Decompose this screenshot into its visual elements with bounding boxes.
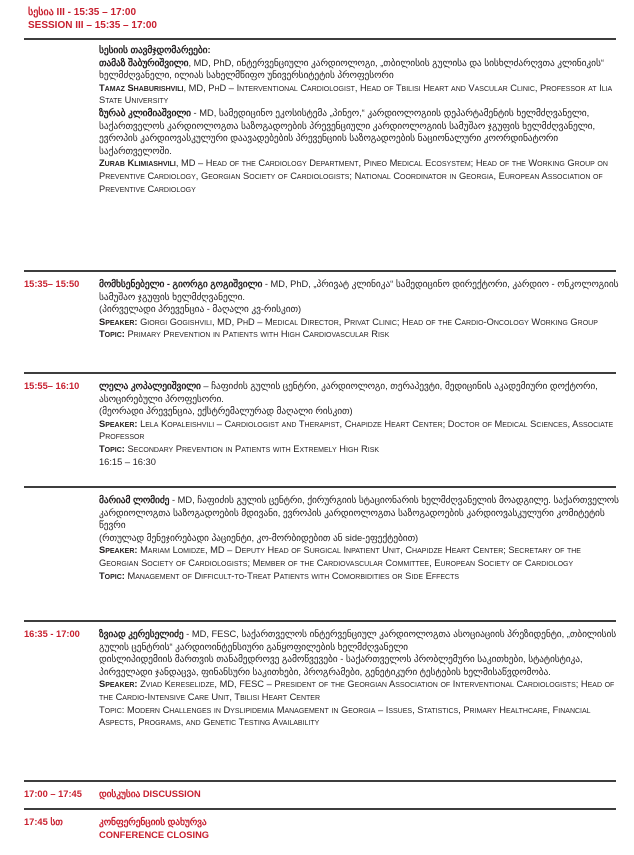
speaker-desc-en: Lela Kopaleishvili – Cardiologist and Therapist, Chapidze Heart Center; Doctor of Medical Sciences, Associate Professor — [99, 418, 614, 442]
topic-text: Management of Difficult-to-Treat Patients with Comorbidities or Side Effects — [124, 570, 460, 581]
talk-time: 16:35 - 17:00 — [24, 629, 80, 639]
speaker-name-ka: ლელა კოპალეიშვილი — [99, 381, 201, 391]
chair2-ka — [99, 107, 619, 157]
topic-label: Topic: — [99, 570, 125, 581]
chair1-ka — [99, 57, 619, 82]
discussion-time: 17:00 – 17:45 — [24, 789, 82, 799]
topic-text: Primary Prevention in Patients with High Cardiovascular Risk — [124, 329, 390, 340]
session-title-ka: სესია III - 15:35 – 17:00 — [28, 7, 137, 18]
talk-note-ka: (რთულად მენეჯირებადი პაციენტი, კო-მორბიდებით ან side-ეფექტებით) — [99, 532, 419, 543]
chair2-name-ka: ზურაბ კლიმიაშვილი — [99, 107, 191, 118]
talk-speaker-en — [99, 678, 619, 703]
closing-time: 17:45 სთ — [24, 817, 63, 827]
talk-speaker-en — [99, 316, 619, 329]
talk-speaker-ka — [99, 380, 619, 405]
divider — [24, 372, 616, 374]
session-title-en: SESSION III – 15:35 – 17:00 — [28, 20, 157, 31]
chairs-label: სესიის თავმჯდომარეები: — [99, 45, 211, 55]
divider — [24, 270, 616, 272]
speaker-name-ka: მარიამ ლომიძე — [99, 495, 170, 505]
talk-extra-time: 16:15 – 16:30 — [99, 456, 156, 467]
chair1-desc-en: , MD, PhD – Interventional Cardiologist, Head of Tbilisi Heart and Vascular Clinic, Professor at Ilia State University — [99, 82, 613, 106]
speaker-desc-ka: - MD, PhD, „პრივატ კლინიკა“ სამედიცინო დირექტორი, კარდიო - ონკოლოგიის სამუშაო ჯგუფის ხელმძღვანელი. — [99, 279, 619, 302]
talk-topic — [99, 570, 619, 583]
talk-time: 15:35– 15:50 — [24, 279, 80, 289]
speaker-desc-ka: – ჩაფიძის გულის ცენტრი, კარდიოლოგი, თერაპევტი, მედიცინის აკადემიური დოქტორი, ასოცირებული პროფესორი. — [99, 381, 598, 404]
speaker-label: Speaker: — [99, 316, 138, 327]
talk-topic — [99, 328, 619, 341]
discussion-label: დისკუსია DISCUSSION — [99, 789, 201, 799]
chair1-desc-ka: , MD, PhD, ინტერვენციული კარდიოლოგი, „თბილისის გულისა და სისხლძარღვთა კლინიკის“ ხელმძღვანელი, ილიას სახელმწიფო უნივერსიტეტის პროფესორი — [99, 57, 604, 81]
talk-note-ka: დისლიპიდემიის მართვის თანამედროვე გამოწვევები - საქართველოს პრობლემური საკითხები, სტატისტიკა, პირველადი ჯანდაცვა, ფინანსური საკითხები, პროგრამები, გენეტიკური ტესტების ხელმისაწვდომობა. — [99, 654, 583, 677]
speaker-name-ka: მომხსენებელი - გიორგი გოგიშვილი — [99, 279, 263, 289]
speaker-desc-ka: - MD, ჩაფიძის გულის ცენტრი, ქირურგიის სტაციონარის ხელმძღვანელის მოადგილე. საქართველოს კარდიოლოგთა საზოგადოების მდივანი, ევროპის კარდიოლოგთა საზოგადოების კარდიოვასკულური კომიტეტის წევრი — [99, 495, 619, 531]
topic-label: Topic: — [99, 329, 125, 340]
speaker-desc-en: Zviad Kereselidze, MD, FESC – President of the Georgian Association of Interventional Cardiologists; Head of the Cardio-Intensive Care Unit, Tbilisi Heart Center — [99, 679, 615, 702]
topic-text: Secondary Prevention in Patients with Extremely High Risk — [124, 443, 380, 454]
divider — [24, 620, 616, 622]
divider — [24, 486, 616, 488]
talk-speaker-en — [99, 544, 619, 569]
talk-note-ka: (პირველადი პრევენცია - მაღალი კვ-რისკით) — [99, 304, 302, 315]
chair1-name-en: Tamaz Shaburishvili — [99, 82, 184, 93]
speaker-desc-en: Mariam Lomidze, MD – Deputy Head of Surgical Inpatient Unit, Chapidze Heart Center; Secretary of the Georgian Society of Cardiologists; Member of the Cardiovascular Committee, European Society of Cardiology — [99, 545, 581, 568]
chair2-desc-ka: - MD, სამედიცინო ეკოსისტემა „პინეო,“ კარდიოლოგიის დეპარტამენტის ხელმძღვანელი, საქართველოს კარდიოლოგთა საზოგადოების პრევენციული კარდიოლოგიის სამუშაო ჯგუფის ხელმძღვანელი, ევროპის კარდიოვასკულური დაავადებების პრევენციის საზოგადოების ნაციონალური კოორდინატორი საქართველოში. — [99, 107, 596, 156]
topic-label: Topic: — [99, 443, 125, 454]
speaker-label: Speaker: — [99, 545, 138, 556]
session-header — [28, 5, 157, 34]
divider — [24, 780, 616, 782]
talk-time: 15:55– 16:10 — [24, 381, 80, 391]
speaker-desc-ka: - MD, FESC, საქართველოს ინტერვენციულ კარდიოლოგთა ასოციაციის პრეზიდენტი, „თბილისის გულის ცენტრის“ კარდიოინტენსიური განყოფილების ხელმძღვანელი — [99, 629, 617, 652]
speaker-label: Speaker: — [99, 418, 138, 429]
chair2-desc-en: , MD – Head of the Cardiology Department, Pineo Medical Ecosystem; Head of the Working Group on Preventive Cardiology, Georgian Society of Cardiologists; National Coordinator in Georgia, European Association of Preventive Cardiology — [99, 158, 608, 194]
talk-topic — [99, 704, 619, 729]
chair1-name-ka: თამაზ შაბურიშვილი — [99, 57, 189, 68]
speaker-name-ka: ზვიად კერესელიძე — [99, 629, 184, 639]
talk-topic — [99, 443, 619, 456]
divider — [24, 808, 616, 810]
topic-text: Topic: Modern Challenges in Dyslipidemia Management in Georgia – Issues, Statistics, Primary Healthcare, Financial Aspects, Programs, and Genetic Testing Availability — [99, 704, 591, 728]
talk-note-ka: (მეორადი პრევენცია, ექსტრემალურად მაღალი რისკით) — [99, 406, 353, 417]
closing-label-en: CONFERENCE CLOSING — [99, 829, 210, 840]
divider — [24, 38, 616, 40]
talk-speaker-ka — [99, 278, 619, 303]
chair2-name-en: Zurab Klimiashvili — [99, 158, 176, 169]
talk-speaker-ka — [99, 494, 619, 532]
closing-label-ka: კონფერენციის დახურვა — [99, 817, 207, 827]
chair1-en — [99, 82, 619, 107]
talk-speaker-ka — [99, 628, 619, 653]
speaker-label: Speaker: — [99, 679, 138, 690]
talk-speaker-en — [99, 418, 619, 443]
speaker-desc-en: Giorgi Gogishvili, MD, PhD – Medical Director, Privat Clinic; Head of the Cardio-Oncology Working Group — [137, 316, 598, 327]
chair2-en — [99, 157, 619, 195]
